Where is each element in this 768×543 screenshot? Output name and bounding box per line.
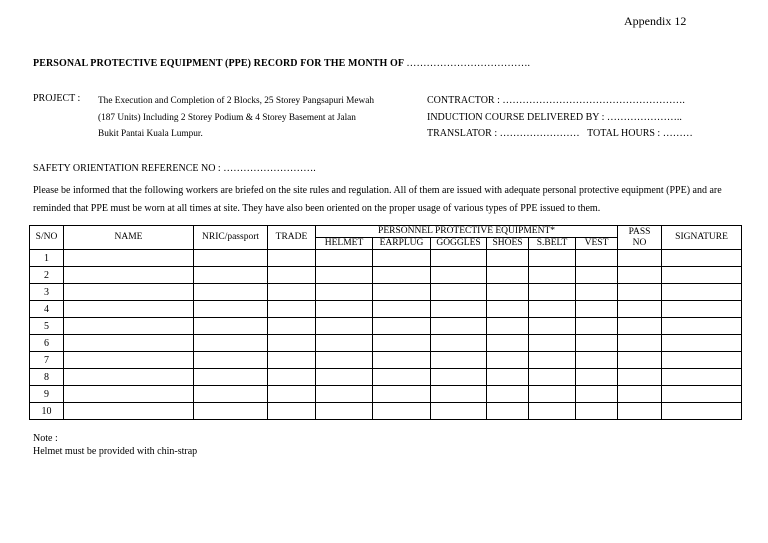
project-line: (187 Units) Including 2 Storey Podium & 4 Storey Basement at Jalan xyxy=(98,112,356,123)
cell-signature xyxy=(662,267,742,284)
header-helmet: HELMET xyxy=(316,238,373,250)
row-number: 7 xyxy=(30,352,64,369)
cell-name xyxy=(64,301,194,318)
cell-safety-belt xyxy=(529,284,576,301)
translator-hours-line xyxy=(427,126,693,143)
cell-goggles xyxy=(431,335,487,352)
cell-earplug xyxy=(373,403,431,420)
header-name: NAME xyxy=(64,226,194,250)
cell-nric xyxy=(194,335,268,352)
cell-trade xyxy=(268,403,316,420)
cell-name xyxy=(64,318,194,335)
cell-pass-no xyxy=(618,352,662,369)
cell-vest xyxy=(576,284,618,301)
table-row xyxy=(30,318,742,335)
note-section xyxy=(33,432,197,458)
cell-goggles xyxy=(431,369,487,386)
cell-shoes xyxy=(487,284,529,301)
cell-nric xyxy=(194,267,268,284)
cell-nric xyxy=(194,284,268,301)
briefing-paragraph: Please be informed that the following workers are briefed on the site rules and regulation. All of them are issued with adequate personal protective equipment (PPE) and are reminded that PPE must be worn at all times at site. They have also been oriented on the proper usage of various types of PPE issued to them. xyxy=(33,185,722,214)
cell-name xyxy=(64,369,194,386)
cell-vest xyxy=(576,335,618,352)
total-hours-field: TOTAL HOURS : ……… xyxy=(587,128,693,139)
header-ppe-group: PERSONNEL PROTECTIVE EQUIPMENT* xyxy=(316,226,618,238)
cell-vest xyxy=(576,386,618,403)
cell-nric xyxy=(194,369,268,386)
table-row xyxy=(30,403,742,420)
cell-name xyxy=(64,267,194,284)
project-description xyxy=(98,93,374,143)
safety-reference: SAFETY ORIENTATION REFERENCE NO : ………………………. xyxy=(33,163,316,174)
cell-pass-no xyxy=(618,318,662,335)
cell-safety-belt xyxy=(529,318,576,335)
cell-trade xyxy=(268,267,316,284)
cell-safety-belt xyxy=(529,301,576,318)
note-label: Note : xyxy=(33,433,58,444)
cell-earplug xyxy=(373,284,431,301)
cell-name xyxy=(64,335,194,352)
cell-trade xyxy=(268,284,316,301)
cell-signature xyxy=(662,352,742,369)
cell-pass-no xyxy=(618,386,662,403)
cell-pass-no xyxy=(618,369,662,386)
header-sno: S/NO xyxy=(30,226,64,250)
cell-helmet xyxy=(316,250,373,267)
header-safety-belt: S.BELT xyxy=(529,238,576,250)
row-number: 10 xyxy=(30,403,64,420)
month-blank: ………………………………. xyxy=(406,58,531,69)
row-number: 1 xyxy=(30,250,64,267)
row-number: 2 xyxy=(30,267,64,284)
cell-vest xyxy=(576,352,618,369)
cell-name xyxy=(64,403,194,420)
ppe-record-table xyxy=(29,225,742,420)
cell-shoes xyxy=(487,369,529,386)
cell-earplug xyxy=(373,369,431,386)
cell-safety-belt xyxy=(529,369,576,386)
cell-earplug xyxy=(373,386,431,403)
header-nric: NRIC/passport xyxy=(194,226,268,250)
cell-trade xyxy=(268,318,316,335)
cell-safety-belt xyxy=(529,335,576,352)
cell-trade xyxy=(268,301,316,318)
cell-signature xyxy=(662,250,742,267)
header-vest: VEST xyxy=(576,238,618,250)
cell-trade xyxy=(268,352,316,369)
cell-vest xyxy=(576,369,618,386)
cell-pass-no xyxy=(618,301,662,318)
translator-field: TRANSLATOR : …………………… xyxy=(427,128,580,139)
contractor-field: CONTRACTOR : ………………………………………………. xyxy=(427,95,685,106)
table-row xyxy=(30,352,742,369)
cell-shoes xyxy=(487,301,529,318)
cell-name xyxy=(64,284,194,301)
cell-safety-belt xyxy=(529,352,576,369)
cell-shoes xyxy=(487,335,529,352)
cell-signature xyxy=(662,318,742,335)
cell-earplug xyxy=(373,318,431,335)
cell-signature xyxy=(662,369,742,386)
header-pass-line: PASS xyxy=(628,226,651,237)
table-row xyxy=(30,301,742,318)
cell-shoes xyxy=(487,386,529,403)
row-number: 5 xyxy=(30,318,64,335)
cell-goggles xyxy=(431,250,487,267)
cell-signature xyxy=(662,386,742,403)
appendix-label: Appendix 12 xyxy=(624,14,687,28)
induction-field: INDUCTION COURSE DELIVERED BY : ………………….. xyxy=(427,111,682,123)
cell-goggles xyxy=(431,301,487,318)
cell-pass-no xyxy=(618,250,662,267)
row-number: 9 xyxy=(30,386,64,403)
cell-trade xyxy=(268,335,316,352)
cell-safety-belt xyxy=(529,250,576,267)
cell-safety-belt xyxy=(529,386,576,403)
cell-helmet xyxy=(316,369,373,386)
cell-trade xyxy=(268,386,316,403)
cell-helmet xyxy=(316,403,373,420)
cell-helmet xyxy=(316,386,373,403)
note-text: Helmet must be provided with chin-strap xyxy=(33,446,198,457)
cell-nric xyxy=(194,318,268,335)
cell-goggles xyxy=(431,352,487,369)
cell-helmet xyxy=(316,335,373,352)
header-earplug: EARPLUG xyxy=(373,238,431,250)
header-shoes: SHOES xyxy=(487,238,529,250)
cell-nric xyxy=(194,250,268,267)
cell-helmet xyxy=(316,267,373,284)
cell-signature xyxy=(662,301,742,318)
cell-goggles xyxy=(431,267,487,284)
row-number: 6 xyxy=(30,335,64,352)
cell-signature xyxy=(662,335,742,352)
header-signature: SIGNATURE xyxy=(662,226,742,250)
table-row xyxy=(30,369,742,386)
cell-earplug xyxy=(373,352,431,369)
cell-helmet xyxy=(316,284,373,301)
header-pass-line: NO xyxy=(632,237,647,248)
table-row xyxy=(30,267,742,284)
cell-earplug xyxy=(373,250,431,267)
cell-shoes xyxy=(487,250,529,267)
header-trade: TRADE xyxy=(268,226,316,250)
cell-nric xyxy=(194,386,268,403)
info-column xyxy=(427,93,693,143)
cell-earplug xyxy=(373,335,431,352)
cell-safety-belt xyxy=(529,267,576,284)
cell-vest xyxy=(576,301,618,318)
cell-shoes xyxy=(487,403,529,420)
row-number: 4 xyxy=(30,301,64,318)
cell-goggles xyxy=(431,318,487,335)
cell-signature xyxy=(662,284,742,301)
cell-nric xyxy=(194,301,268,318)
cell-name xyxy=(64,352,194,369)
header-goggles: GOGGLES xyxy=(431,238,487,250)
table-row xyxy=(30,250,742,267)
cell-signature xyxy=(662,403,742,420)
cell-pass-no xyxy=(618,403,662,420)
cell-goggles xyxy=(431,386,487,403)
table-row xyxy=(30,284,742,301)
header-pass-no xyxy=(618,226,662,250)
cell-name xyxy=(64,250,194,267)
cell-earplug xyxy=(373,301,431,318)
table-row xyxy=(30,386,742,403)
cell-earplug xyxy=(373,267,431,284)
cell-helmet xyxy=(316,301,373,318)
cell-shoes xyxy=(487,352,529,369)
document-title xyxy=(33,58,530,69)
cell-vest xyxy=(576,267,618,284)
project-line: Bukit Pantai Kuala Lumpur. xyxy=(98,129,203,139)
cell-shoes xyxy=(487,318,529,335)
cell-trade xyxy=(268,369,316,386)
cell-pass-no xyxy=(618,267,662,284)
table-row xyxy=(30,335,742,352)
cell-helmet xyxy=(316,352,373,369)
cell-trade xyxy=(268,250,316,267)
cell-pass-no xyxy=(618,335,662,352)
cell-safety-belt xyxy=(529,403,576,420)
row-number: 3 xyxy=(30,284,64,301)
cell-vest xyxy=(576,318,618,335)
project-label: PROJECT : xyxy=(33,93,81,104)
cell-goggles xyxy=(431,403,487,420)
cell-pass-no xyxy=(618,284,662,301)
cell-goggles xyxy=(431,284,487,301)
cell-nric xyxy=(194,352,268,369)
cell-nric xyxy=(194,403,268,420)
row-number: 8 xyxy=(30,369,64,386)
cell-helmet xyxy=(316,318,373,335)
cell-name xyxy=(64,386,194,403)
cell-shoes xyxy=(487,267,529,284)
cell-vest xyxy=(576,250,618,267)
cell-vest xyxy=(576,403,618,420)
project-line: The Execution and Completion of 2 Blocks, 25 Storey Pangsapuri Mewah xyxy=(98,96,375,106)
title-text: PERSONAL PROTECTIVE EQUIPMENT (PPE) RECORD FOR THE MONTH OF xyxy=(33,58,404,69)
